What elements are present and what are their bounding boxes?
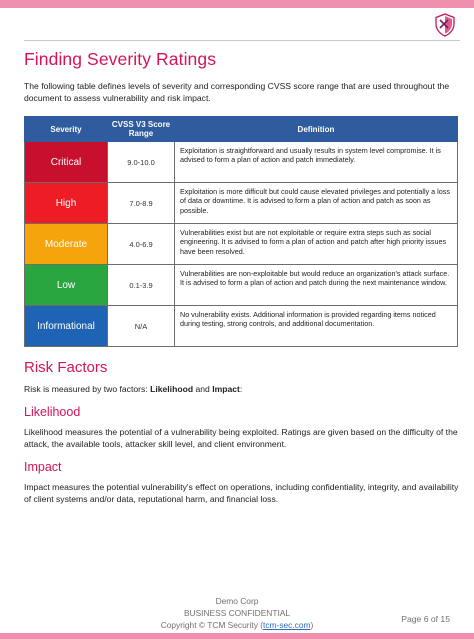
definition-cell: Exploitation is more difficult but could cause elevated privileges and potentially a loss of data or downtime. It is advised to form a plan of action and patch as soon as possible. xyxy=(175,183,458,224)
risk-intro-suffix: : xyxy=(239,384,243,394)
table-row xyxy=(25,265,458,306)
score-cell: 9.0-10.0 xyxy=(108,142,175,183)
table-row xyxy=(25,224,458,265)
shield-logo-icon xyxy=(434,13,456,37)
severity-cell-high: High xyxy=(25,183,108,224)
definition-cell: No vulnerability exists. Additional information is provided regarding items noticed during testing, strong controls, and additional documentation. xyxy=(175,306,458,347)
top-color-band xyxy=(0,0,474,8)
header-divider xyxy=(24,40,460,41)
severity-cell-low: Low xyxy=(25,265,108,306)
severity-table xyxy=(24,116,458,347)
risk-intro xyxy=(24,384,242,394)
definition-cell: Vulnerabilities are non-exploitable but would reduce an organization's attack surface. It is advised to form a plan of action and patch during the next maintenance window. xyxy=(175,265,458,306)
table-row xyxy=(25,142,458,183)
severity-cell-informational: Informational xyxy=(25,306,108,347)
likelihood-heading: Likelihood xyxy=(24,405,81,419)
table-row xyxy=(25,306,458,347)
copyright-suffix: ) xyxy=(310,620,314,630)
risk-intro-prefix: Risk is measured by two factors: xyxy=(24,384,151,394)
header-score-range: CVSS V3 Score Range xyxy=(108,117,175,142)
likelihood-paragraph: Likelihood measures the potential of a vulnerability being exploited. Ratings are given based on the difficulty of the attack, the available tools, attacker skill level, and client environment. xyxy=(24,427,458,449)
website-link[interactable]: tcm-sec.com xyxy=(263,620,311,630)
score-cell: 4.0-6.9 xyxy=(108,224,175,265)
header-severity: Severity xyxy=(25,117,108,142)
footer-company: Demo Corp xyxy=(215,596,259,606)
impact-paragraph: Impact measures the potential vulnerability's effect on operations, including confidentiality, integrity, and availability of client systems and/or data, reputational harm, and financial loss. xyxy=(24,482,459,504)
copyright-prefix: Copyright © TCM Security ( xyxy=(160,620,264,630)
footer-confidential: BUSINESS CONFIDENTIAL xyxy=(183,608,291,618)
likelihood-factor: Likelihood xyxy=(150,384,194,394)
severity-cell-moderate: Moderate xyxy=(25,224,108,265)
risk-intro-and: and xyxy=(193,384,213,394)
definition-cell: Exploitation is straightforward and usually results in system level compromise. It is advised to form a plan of action and patch immediately. xyxy=(175,142,458,183)
impact-heading: Impact xyxy=(24,460,62,474)
bottom-color-band xyxy=(0,633,474,639)
risk-factors-title: Risk Factors xyxy=(24,359,108,376)
definition-cell: Vulnerabilities exist but are not exploitable or require extra steps such as social engineering. It is advised to form a plan of action and patch after high priority issues have been resolved. xyxy=(175,224,458,265)
score-cell: 0.1-3.9 xyxy=(108,265,175,306)
section-title: Finding Severity Ratings xyxy=(24,49,217,69)
table-header-row xyxy=(25,117,458,142)
impact-factor: Impact xyxy=(212,384,240,394)
table-row xyxy=(25,183,458,224)
header-definition: Definition xyxy=(175,117,458,142)
score-cell: N/A xyxy=(108,306,175,347)
page-number: Page 6 of 15 xyxy=(401,614,450,624)
score-cell: 7.0-8.9 xyxy=(108,183,175,224)
severity-cell-critical: Critical xyxy=(25,142,108,183)
section-intro: The following table defines levels of severity and corresponding CVSS score range that are used throughout the document to assess vulnerability and risk impact. xyxy=(24,81,450,103)
